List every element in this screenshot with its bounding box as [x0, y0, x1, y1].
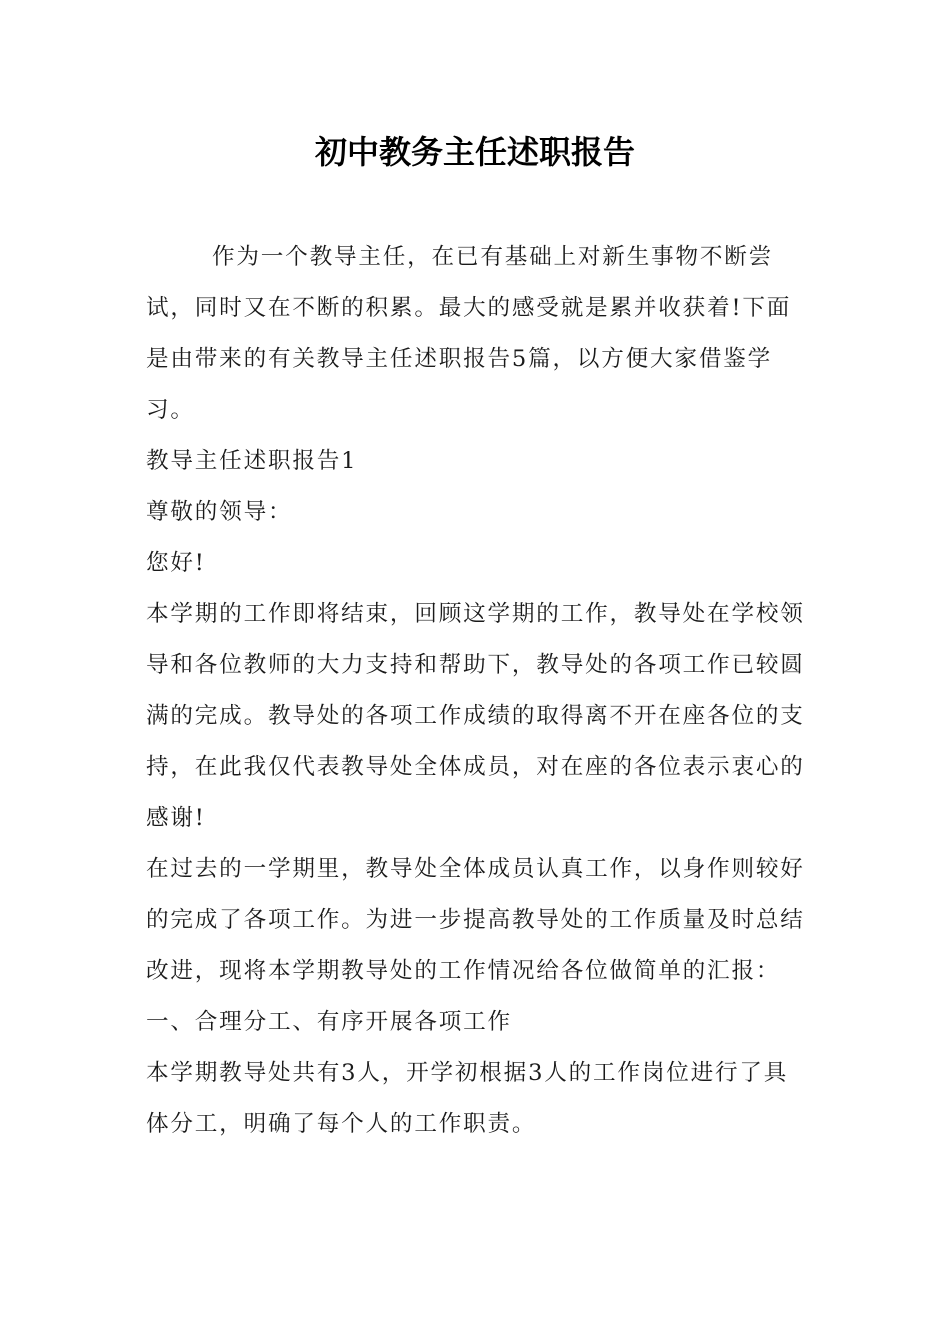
body-paragraph: 本学期的工作即将结束，回顾这学期的工作，教导处在学校领导和各位教师的大力支持和帮助下，教导处的各项工作已较圆满的完成。教导处的各项工作成绩的取得离不开在座各位的支持，在此我仅代表教导处全体成员，对在座的各位表示衷心的感谢! [146, 601, 805, 831]
document-body [146, 232, 806, 1150]
document-title: 初中教务主任述职报告 [314, 133, 635, 171]
section-heading: 教导主任述职报告1 [146, 448, 358, 474]
intro-paragraph: 作为一个教导主任，在已有基础上对新生事物不断尝试，同时又在不断的积累。最大的感受就是累并收获着!下面是由带来的有关教导主任述职报告5篇，以方便大家借鉴学习。 [146, 244, 792, 423]
greeting: 您好! [146, 550, 206, 576]
salutation: 尊敬的领导： [146, 499, 293, 525]
body-paragraph: 在过去的一学期里，教导处全体成员认真工作，以身作则较好的完成了各项工作。为进一步提高教导处的工作质量及时总结改进，现将本学期教导处的工作情况给各位做简单的汇报： [146, 856, 805, 984]
subsection-heading: 一、合理分工、有序开展各项工作 [146, 1009, 512, 1035]
body-paragraph: 本学期教导处共有3人，开学初根据3人的工作岗位进行了具体分工，明确了每个人的工作职责。 [146, 1060, 789, 1137]
